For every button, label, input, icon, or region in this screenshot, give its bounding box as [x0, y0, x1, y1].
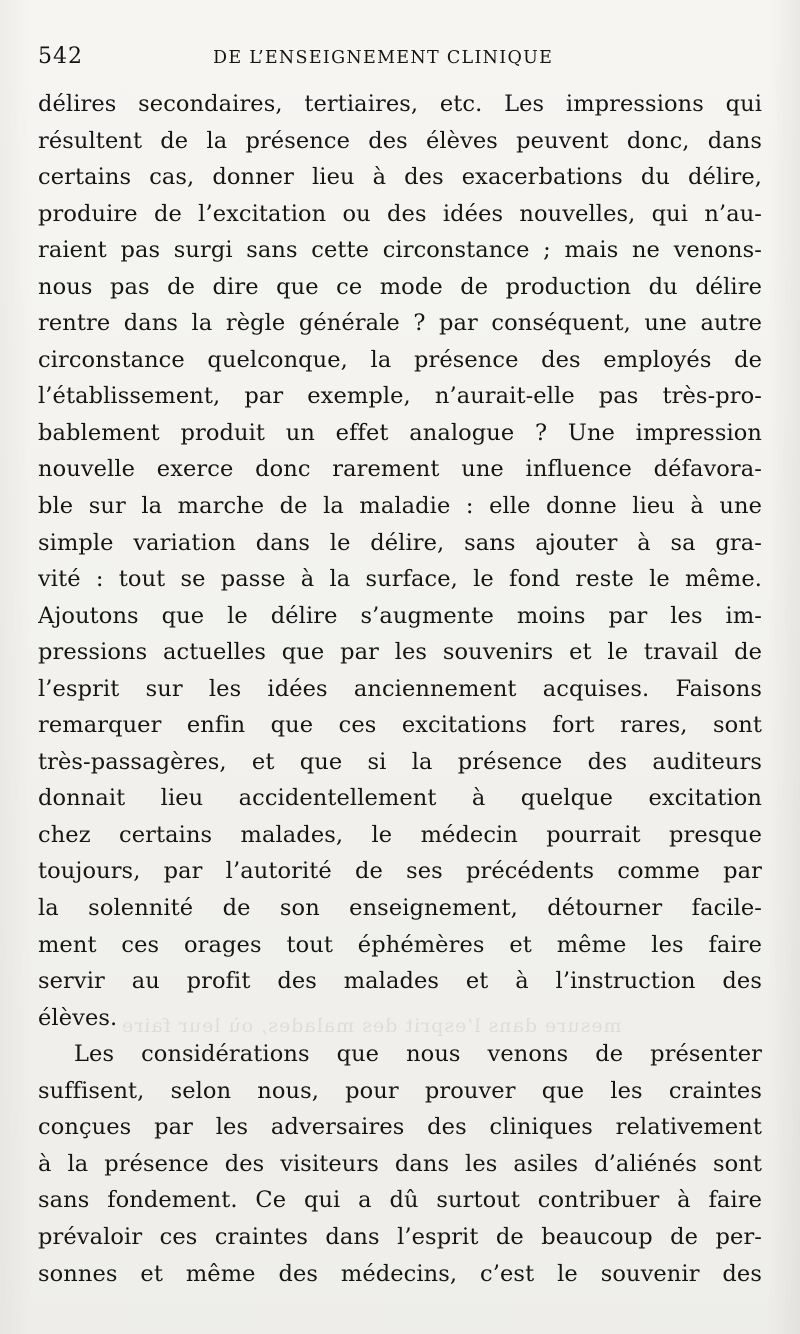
text-line: à la présence des visiteurs dans les asiles d’aliénés sont	[38, 1150, 762, 1177]
show-through-text: mesure dans l’esprit des malades, où leur faire	[121, 1015, 622, 1037]
text-line: sonnes et même des médecins, c’est le souvenir des	[38, 1260, 762, 1287]
text-line: délires secondaires, tertiaires, etc. Les impressions qui	[38, 91, 762, 117]
paragraph-start-line: Les considérations que nous venons de présenter	[74, 1041, 762, 1068]
page-header	[38, 44, 762, 72]
text-line: nous pas de dire que ce mode de production du délire	[38, 273, 762, 300]
text-line: la solennité de son enseignement, détourner facile-	[38, 895, 762, 922]
text-line: pressions actuelles que par les souvenirs et le travail de	[38, 639, 762, 666]
text-line: certains cas, donner lieu à des exacerbations du délire,	[38, 164, 762, 191]
text-line: prévaloir ces craintes dans l’esprit de beaucoup de per-	[38, 1223, 762, 1250]
text-line: nouvelle exerce donc rarement une influence défavora-	[38, 456, 762, 483]
text-line: bablement produit un effet analogue ? Une impression	[38, 419, 762, 446]
page-number: 542	[38, 44, 83, 69]
text-line: remarquer enfin que ces excitations fort rares, sont	[38, 712, 762, 739]
text-line: circonstance quelconque, la présence des employés de	[38, 346, 762, 373]
text-line: Ajoutons que le délire s’augmente moins par les im-	[38, 602, 762, 629]
body-text	[38, 86, 762, 1292]
text-line: sans fondement. Ce qui a dû surtout contribuer à faire	[38, 1187, 762, 1214]
text-line: suffisent, selon nous, pour prouver que les craintes	[38, 1077, 762, 1104]
text-line: très-passagères, et que si la présence des auditeurs	[38, 748, 762, 775]
text-line: raient pas surgi sans cette circonstance ; mais ne venons-	[38, 237, 762, 264]
text-line: servir au profit des malades et à l’instruction des	[38, 968, 762, 995]
text-line: ble sur la marche de la maladie : elle donne lieu à une	[38, 493, 762, 520]
paragraph-end-line: élèves.	[38, 1004, 118, 1031]
text-line: donnait lieu accidentellement à quelque excitation	[38, 785, 762, 812]
text-line: l’établissement, par exemple, n’aurait-elle pas très-pro-	[38, 383, 762, 410]
text-line: ment ces orages tout éphémères et même les faire	[38, 931, 762, 958]
text-line: chez certains malades, le médecin pourrait presque	[38, 821, 762, 848]
text-line: produire de l’excitation ou des idées nouvelles, qui n’au-	[38, 200, 762, 227]
text-line: vité : tout se passe à la surface, le fond reste le même.	[38, 566, 762, 593]
text-line: toujours, par l’autorité de ses précédents comme par	[38, 858, 762, 885]
text-line: l’esprit sur les idées anciennement acquises. Faisons	[38, 675, 762, 702]
text-line: simple variation dans le délire, sans ajouter à sa gra-	[38, 529, 762, 556]
running-head: DE L’ENSEIGNEMENT CLINIQUE	[213, 48, 554, 68]
text-line: conçues par les adversaires des cliniques relativement	[38, 1114, 762, 1141]
text-line: rentre dans la règle générale ? par conséquent, une autre	[38, 310, 762, 337]
text-line: résultent de la présence des élèves peuvent donc, dans	[38, 127, 762, 154]
